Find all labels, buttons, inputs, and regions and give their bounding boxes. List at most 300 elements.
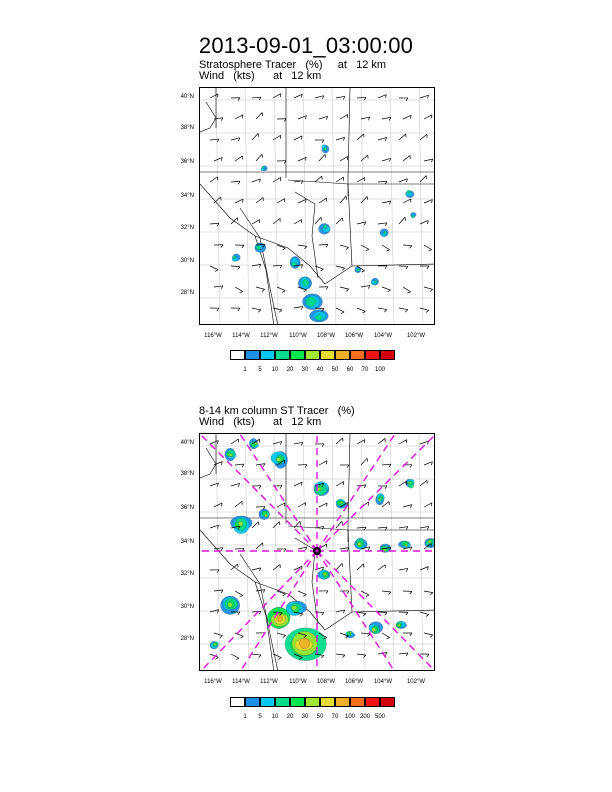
wind-barb <box>256 543 263 549</box>
wind-barb <box>424 200 432 203</box>
colorbar-swatch <box>305 350 320 360</box>
tracer-patch <box>384 231 387 235</box>
grid-line <box>245 88 249 325</box>
grid-line <box>332 434 336 671</box>
wind-barb-flag <box>388 290 391 292</box>
wind-barb <box>256 154 262 161</box>
wind-barb <box>214 118 223 119</box>
colorbar-swatch <box>275 350 290 360</box>
lon-label: 102°W <box>406 333 426 339</box>
wind-barb-flag <box>326 287 328 290</box>
wind-barb-flag <box>426 176 427 179</box>
wind-barb <box>273 265 282 266</box>
wind-barb <box>294 219 302 224</box>
colorbar-swatch <box>260 350 275 360</box>
wind-barb <box>252 568 261 570</box>
wind-barb <box>298 591 306 595</box>
colorbar-swatch <box>335 697 350 707</box>
wind-barb <box>336 521 342 528</box>
wind-barb <box>298 547 307 549</box>
state-border <box>255 582 274 671</box>
wind-barb <box>256 113 262 119</box>
wind-barb-flag <box>326 591 328 594</box>
wind-barb <box>336 482 344 486</box>
wind-barb <box>273 177 281 182</box>
wind-barb <box>357 222 366 224</box>
wind-barb <box>319 244 328 245</box>
lon-label: 104°W <box>373 333 393 339</box>
wind-barb <box>420 176 426 182</box>
wind-barb-flag <box>279 310 282 312</box>
colorbar-swatch <box>305 697 320 707</box>
wind-barb <box>298 503 306 507</box>
colorbar-swatch <box>365 697 380 707</box>
colorbar-label: 1 <box>243 714 247 720</box>
wind-barb <box>361 633 370 634</box>
wind-barb <box>361 196 367 203</box>
wind-barb-flag <box>406 98 408 101</box>
grid-line <box>390 434 394 671</box>
wind-barb <box>294 136 302 140</box>
wind-barb-flag <box>262 154 263 157</box>
colorbar-swatch <box>260 697 275 707</box>
wind-barb <box>399 308 408 310</box>
tracer-patch <box>412 215 414 218</box>
grid-line <box>274 434 278 671</box>
lat-label: 32°N <box>180 225 194 231</box>
wind-barb <box>252 654 261 655</box>
wind-barb-flag <box>347 591 349 594</box>
wind-barb <box>403 287 411 292</box>
wind-barb <box>214 286 223 287</box>
lat-label: 34°N <box>180 539 194 545</box>
wind-barb <box>235 633 243 636</box>
wind-barb <box>403 199 411 203</box>
lat-label: 30°N <box>180 604 194 610</box>
wind-barb <box>294 566 302 570</box>
colorbar-label: 40 <box>316 367 324 373</box>
wind-barb <box>294 307 303 308</box>
wind-barb <box>378 137 387 140</box>
tracer-patch <box>340 502 343 504</box>
wind-barb <box>382 633 390 638</box>
wind-barb-flag <box>304 290 307 292</box>
wind-barb <box>294 482 302 486</box>
panel2-title: 8-14 km column ST Tracer (%) <box>199 405 355 417</box>
lon-label: 104°W <box>373 679 393 685</box>
wind-barb <box>399 440 407 444</box>
wind-barb <box>403 115 411 119</box>
colorbar-label: 500 <box>374 714 385 720</box>
wind-barb-flag <box>410 633 412 636</box>
wind-barb <box>424 503 432 507</box>
wind-barb <box>235 591 243 595</box>
wind-barb <box>210 525 219 528</box>
state-border <box>348 88 350 196</box>
tracer-patch <box>408 482 410 484</box>
wind-barb <box>235 501 242 507</box>
colorbar-swatch <box>245 350 260 360</box>
tracer-patch <box>428 540 431 543</box>
wind-barb <box>424 633 433 635</box>
wind-barb-flag <box>240 292 243 293</box>
lat-label: 36°N <box>180 159 194 165</box>
wind-barb-flag <box>278 658 281 660</box>
lon-label: 114°W <box>232 679 250 685</box>
wind-barb <box>210 266 218 270</box>
wind-barb-flag <box>385 612 387 615</box>
wind-barb <box>420 526 429 528</box>
wind-barb <box>210 177 217 182</box>
tracer-patch <box>317 488 321 491</box>
wind-barb-flag <box>217 570 219 573</box>
tracer-patch <box>358 542 361 546</box>
tracer-patch <box>378 499 381 501</box>
wind-barb <box>424 591 433 593</box>
colorbar-label: 60 <box>346 367 354 373</box>
wind-barb <box>256 198 263 203</box>
state-border <box>200 448 216 478</box>
wind-barb <box>357 527 366 528</box>
wind-barb-flag <box>322 140 324 143</box>
wind-barb <box>336 438 343 444</box>
wind-barb <box>336 218 343 224</box>
wind-barb-flag <box>427 654 429 657</box>
tracer-patch <box>262 166 264 168</box>
colorbar-swatch <box>290 697 305 707</box>
wind-barb <box>357 485 366 486</box>
wind-barb <box>252 308 261 310</box>
wind-barb <box>336 96 345 98</box>
tracer-patch <box>276 458 281 462</box>
grid-line <box>419 88 423 325</box>
colorbar-label: 100 <box>344 714 355 720</box>
wind-barb-flag <box>431 115 432 118</box>
wind-barb <box>294 442 303 444</box>
wind-barb-flag <box>262 289 265 291</box>
tracer-patch <box>228 602 232 607</box>
wind-barb <box>357 97 366 98</box>
wind-barb-flag <box>387 638 390 639</box>
wind-barb <box>231 138 240 140</box>
state-border <box>288 180 435 184</box>
wind-barb <box>277 503 285 507</box>
wind-barb <box>357 134 364 140</box>
wind-barb-flag <box>342 268 345 270</box>
wind-barb <box>424 115 432 119</box>
wind-barb <box>382 245 390 250</box>
state-border <box>240 208 278 325</box>
wind-barb <box>252 522 258 528</box>
wind-barb <box>340 156 348 161</box>
state-border <box>348 530 352 612</box>
colorbar-label: 10 <box>271 367 279 373</box>
wind-barb <box>378 95 386 98</box>
colorbar-swatch <box>350 697 365 707</box>
wind-barb <box>357 612 366 614</box>
wind-barb <box>403 245 412 246</box>
wind-barb <box>361 245 369 249</box>
wind-barb <box>210 440 218 444</box>
lat-label: 34°N <box>180 193 194 199</box>
wind-barb-flag <box>240 636 243 638</box>
trajectory-line <box>317 434 395 551</box>
lon-label: 106°W <box>344 333 364 339</box>
wind-barb <box>252 133 258 140</box>
colorbar-label: 5 <box>258 367 262 373</box>
wind-barb-flag <box>300 614 303 616</box>
wind-barb-flag <box>384 310 387 312</box>
wind-barb <box>399 217 405 224</box>
wind-barb-flag <box>282 248 285 250</box>
wind-barb <box>399 134 406 140</box>
wind-barb <box>231 483 240 486</box>
wind-barb-flag <box>367 196 368 199</box>
wind-barb <box>231 654 239 658</box>
wind-barb <box>319 461 327 465</box>
colorbar-swatch <box>245 697 260 707</box>
wind-barb-flag <box>342 563 343 566</box>
colorbar-swatch <box>230 697 245 707</box>
wind-barb <box>403 155 410 161</box>
wind-barb-flag <box>236 658 239 660</box>
wind-barb <box>420 480 427 486</box>
wind-barb <box>235 464 244 465</box>
wind-barb <box>252 179 260 182</box>
wind-barb <box>214 633 223 636</box>
wind-barb-flag <box>279 522 280 525</box>
lat-label: 30°N <box>180 258 194 264</box>
lon-label: 112°W <box>260 679 278 685</box>
colorbar-label: 1 <box>243 367 247 373</box>
wind-barb-flag <box>321 269 324 271</box>
tracer-patch <box>291 606 296 610</box>
state-border <box>348 434 350 542</box>
wind-barb <box>357 178 365 182</box>
wind-barb <box>424 462 432 465</box>
wind-barb-flag <box>220 636 223 638</box>
wind-barb <box>340 245 349 247</box>
wind-barb-flag <box>410 591 412 594</box>
wind-barb-flag <box>282 291 285 293</box>
wind-barb <box>210 139 219 140</box>
wind-barb <box>315 567 323 570</box>
lat-label: 32°N <box>180 571 194 577</box>
wind-barb <box>357 308 365 311</box>
wind-barb <box>235 156 242 161</box>
tracer-patch <box>350 632 352 634</box>
panel2-subtitle: Wind (kts) at 12 km <box>199 416 322 428</box>
wind-barb <box>336 177 344 182</box>
wind-barb <box>378 223 387 224</box>
wind-barb <box>382 591 391 592</box>
tracer-patch <box>323 225 327 229</box>
wind-barb-flag <box>367 458 368 461</box>
lon-label: 112°W <box>260 333 278 339</box>
wind-barb <box>210 94 218 98</box>
tracer-patch <box>229 454 233 457</box>
wind-barb-flag <box>284 119 286 122</box>
wind-barb-flag <box>406 612 408 615</box>
tracer-patch <box>255 443 258 445</box>
colorbar-label: 10 <box>271 714 279 720</box>
colorbar-label: 50 <box>316 714 324 720</box>
wind-barb <box>420 612 429 614</box>
wind-barb <box>231 439 238 444</box>
lon-label: 106°W <box>344 679 364 685</box>
site-marker-center <box>316 550 319 553</box>
wind-barb <box>378 565 385 570</box>
wind-barb <box>403 505 412 507</box>
wind-barb-flag <box>363 614 366 616</box>
wind-barb-flag <box>215 657 218 659</box>
colorbar-label: 50 <box>331 367 339 373</box>
wind-barb <box>424 287 433 289</box>
wind-barb <box>361 117 370 119</box>
wind-barb <box>252 97 261 98</box>
wind-barb <box>319 198 327 203</box>
lat-label: 38°N <box>180 471 194 477</box>
tracer-patch <box>232 256 236 259</box>
wind-barb <box>424 159 433 161</box>
wind-barb <box>273 565 280 570</box>
wind-barb-flag <box>322 444 324 447</box>
wind-barb-flag <box>406 266 408 269</box>
wind-barb-flag <box>259 655 261 658</box>
tracer-patch <box>372 628 376 632</box>
wind-barb-flag <box>238 612 240 615</box>
wind-barb-flag <box>430 593 433 595</box>
wind-barb <box>235 115 243 119</box>
state-border <box>348 184 352 266</box>
colorbar-swatch <box>320 350 335 360</box>
wind-barb-flag <box>346 289 349 291</box>
wind-barb <box>319 116 328 119</box>
colorbar-swatch <box>290 350 305 360</box>
tracer-patch <box>316 315 323 320</box>
wind-barb <box>273 135 281 140</box>
panel2-map <box>199 433 435 671</box>
wind-barb <box>336 137 345 140</box>
wind-barb <box>382 287 390 290</box>
panel1-colorbar <box>230 350 395 360</box>
wind-barb <box>420 308 429 310</box>
tracer-patch <box>264 514 267 517</box>
wind-barb-flag <box>386 250 389 251</box>
wind-barb <box>378 438 385 444</box>
wind-barb <box>298 157 306 161</box>
wind-barb-flag <box>258 310 261 312</box>
wind-barb <box>382 201 391 203</box>
colorbar-label: 70 <box>331 714 339 720</box>
tracer-patch <box>323 573 326 576</box>
grid-line <box>390 88 394 325</box>
grid-line <box>332 88 336 325</box>
wind-barb <box>214 197 221 203</box>
wind-barb <box>378 181 387 182</box>
state-border <box>200 102 216 132</box>
wind-barb-flag <box>368 634 370 637</box>
wind-barb-flag <box>238 308 240 311</box>
wind-barb <box>231 266 240 267</box>
wind-barb <box>277 633 286 635</box>
state-border <box>288 526 435 530</box>
tracer-patch <box>277 615 283 621</box>
colorbar-label: 100 <box>374 367 385 373</box>
colorbar-swatch <box>365 350 380 360</box>
colorbar-swatch <box>380 350 395 360</box>
wind-barb-flag <box>430 289 433 291</box>
colorbar-swatch <box>320 697 335 707</box>
wind-barb <box>273 522 279 528</box>
wind-barb-flag <box>428 250 431 251</box>
wind-barb-flag <box>389 592 391 595</box>
wind-barb <box>361 591 369 595</box>
wind-barb-flag <box>240 595 243 596</box>
panel2-colorbar <box>230 697 395 707</box>
panel1-map <box>199 87 435 325</box>
wind-barb-flag <box>346 247 349 249</box>
wind-barb <box>210 483 218 486</box>
wind-barb-flag <box>410 465 412 468</box>
lat-label: 28°N <box>180 636 194 642</box>
tracer-patch <box>306 297 316 306</box>
wind-barb <box>399 653 408 654</box>
colorbar-swatch <box>275 697 290 707</box>
page-title: 2013-09-01_03:00:00 <box>198 33 414 58</box>
lon-label: 114°W <box>232 333 250 339</box>
wind-barb <box>235 199 243 203</box>
wind-barb <box>252 220 260 224</box>
wind-barb <box>420 441 429 444</box>
tracer-patch <box>238 521 243 526</box>
tracer-patch <box>357 269 360 271</box>
wind-barb <box>235 548 244 549</box>
wind-barb-flag <box>215 270 218 272</box>
state-border <box>325 612 352 630</box>
grid-line <box>274 88 278 325</box>
tracer-patch <box>302 279 308 286</box>
wind-barb <box>231 218 237 224</box>
wind-barb <box>210 223 219 224</box>
grid-line <box>361 434 365 671</box>
wind-barb-flag <box>283 594 286 596</box>
colorbar-swatch <box>350 350 365 360</box>
trajectory-line <box>317 434 435 551</box>
wind-barb <box>361 286 370 287</box>
wind-barb-flag <box>238 267 240 270</box>
wind-barb-flag <box>237 218 238 221</box>
tracer-patch <box>374 281 377 283</box>
wind-barb <box>214 157 222 161</box>
wind-barb-flag <box>321 655 323 657</box>
wind-barb <box>336 266 345 268</box>
wind-barb <box>298 116 306 119</box>
grid-line <box>361 88 365 325</box>
wind-barb <box>420 134 427 140</box>
wind-barb-flag <box>426 614 429 616</box>
wind-barb-flag <box>426 310 429 312</box>
lat-label: 28°N <box>180 290 194 296</box>
state-border <box>325 266 352 284</box>
wind-barb <box>340 196 346 203</box>
colorbar-label: 200 <box>359 714 370 720</box>
wind-barb <box>315 217 321 224</box>
panel1-subtitle: Wind (kts) at 12 km <box>199 70 322 82</box>
tracer-patch <box>256 246 261 250</box>
wind-barb <box>340 548 349 549</box>
colorbar-label: 30 <box>301 714 309 720</box>
